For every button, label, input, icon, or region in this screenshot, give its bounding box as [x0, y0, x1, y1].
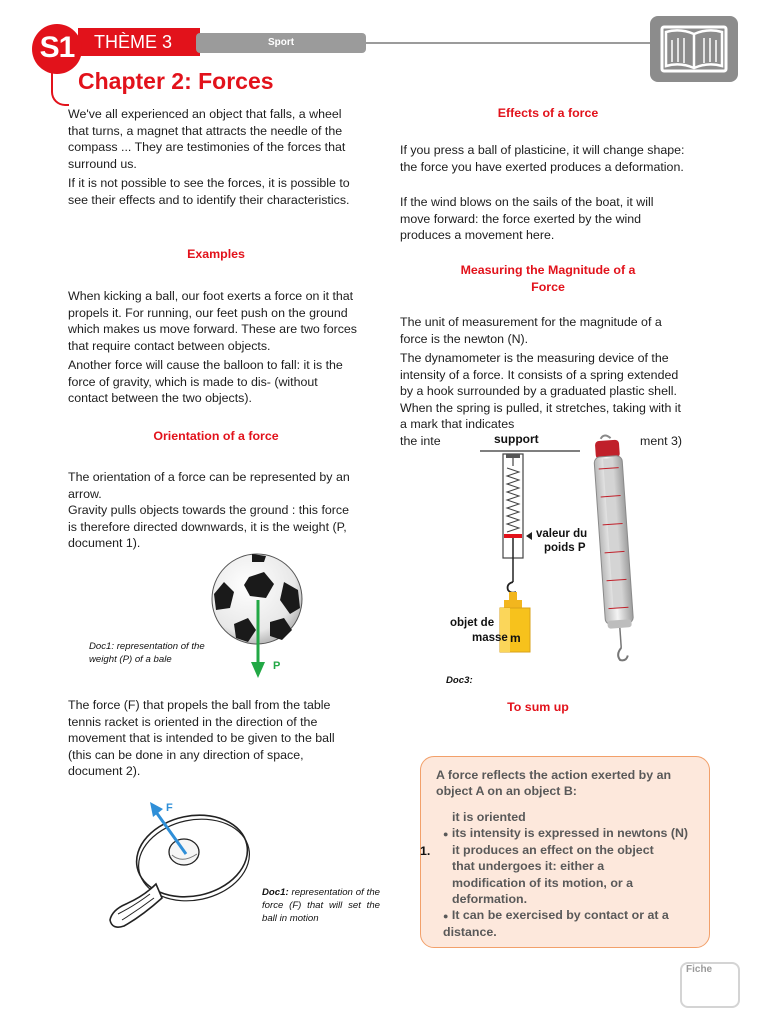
summary-item-4-text: It can be exercised by contact or at a distance.: [443, 908, 669, 940]
dyn-mass-label: m: [510, 631, 521, 645]
measuring-paragraph-2: The dynamometer is the measuring device of the intensity of a force. It consists of a spring extended by a hook surrounded by a graduated plastic shell. When the spring is pulled, it stretches, taking with it a mark that indicates: [400, 351, 681, 432]
doc1-caption: Doc1: representation of the weight (P) of a bale: [89, 641, 205, 665]
summary-item-3: it produces an effect on the object that undergoes it: either a modification of its motion, or a deformation.: [452, 843, 654, 907]
dyn-object-line-2: masse: [472, 632, 508, 644]
measuring-cut-right: ment 3): [640, 434, 683, 448]
racket-paragraph: The force (F) that propels the ball from the table tennis racket is oriented in the direction of the movement that is intended to be given to the ball (this can be done in any direction of space, document 2).: [68, 698, 335, 779]
orientation-paragraph-1: The orientation of a force can be represented by an arrow.: [68, 470, 350, 501]
dyn-object-label: [450, 616, 508, 646]
open-book-icon: [650, 16, 738, 82]
title-bracket: [51, 66, 69, 106]
dynamometer-photo: [588, 434, 644, 670]
doc2-caption-text: representation of the force (F) that will set the ball in motion: [262, 887, 380, 924]
examples-paragraph-1: When kicking a ball, our foot exerts a force on it that propels it. For running, our feet push on the ground which makes us move forward. These are two forces that require contact between objects.: [68, 289, 358, 353]
header-rule: [366, 42, 656, 44]
intro-paragraph-2: If it is not possible to see the forces, it is possible to see their effects and to identify their characteristics.: [68, 176, 350, 207]
orientation-heading: Orientation of a force: [153, 429, 279, 443]
effects-paragraph-2: If the wind blows on the sails of the boat, it will move forward: the force exerted by the wind produces a movement here.: [400, 195, 654, 243]
dyn-value-line-1: valeur du: [536, 528, 588, 540]
weight-arrow: [248, 598, 268, 680]
doc3-caption: Doc3:: [446, 675, 473, 686]
measuring-heading-line-2: Force: [531, 280, 565, 294]
section-badge: S1: [32, 24, 82, 74]
theme-band: [78, 28, 200, 56]
measuring-heading-line-1: Measuring the Magnitude of a: [460, 263, 636, 277]
measuring-paragraph-1: The unit of measurement for the magnitude of a force is the newton (N).: [400, 315, 662, 346]
summary-number: 1.: [420, 844, 431, 858]
measuring-cut-left: the inte: [400, 434, 441, 448]
summary-item-1: it is oriented: [452, 810, 526, 824]
examples-paragraph-2: Another force will cause the balloon to fall: it is the force of gravity, which is made to dis- (without contact between the two objects).: [68, 358, 343, 406]
doc2-caption: [262, 886, 380, 925]
weight-arrow-label: P: [273, 660, 281, 672]
dyn-support-label: support: [494, 432, 539, 446]
force-arrow-label: F: [166, 802, 173, 814]
intro-paragraph-1: We've all experienced an object that falls, a wheel that turns, a magnet that attracts the needle of the compass ... They are testimonies of the forces that surround us.: [68, 107, 346, 171]
summary-intro: A force reflects the action exerted by an object A on an object B:: [436, 768, 672, 799]
fiche-label: Fiche: [686, 964, 713, 975]
summary-item-4: ● It can be exercised by contact or at a distance.: [443, 908, 669, 940]
section-tab: Sport: [196, 33, 366, 53]
dyn-value-line-2: poids P: [544, 542, 586, 554]
theme-label: THÈME 3: [94, 32, 173, 52]
sumup-heading: To sum up: [507, 700, 569, 714]
summary-item-2: ● its intensity is expressed in newtons (N): [443, 826, 689, 840]
dyn-object-line-1: objet de: [450, 617, 495, 629]
orientation-paragraph-2: Gravity pulls objects towards the ground : this force is therefore directed downwards, it is the weight (P, document 1).: [68, 503, 349, 551]
measuring-heading: [400, 262, 696, 296]
page-title: Chapter 2: Forces: [78, 68, 274, 94]
effects-paragraph-1: If you press a ball of plasticine, it will change shape: the force you have exerted produces a deformation.: [400, 143, 685, 174]
doc2-caption-label: Doc1:: [262, 887, 289, 898]
dyn-value-label: [536, 527, 587, 555]
summary-item-2-text: its intensity is expressed in newtons (N): [451, 826, 689, 840]
effects-heading: Effects of a force: [497, 106, 599, 120]
examples-heading: Examples: [187, 247, 245, 261]
